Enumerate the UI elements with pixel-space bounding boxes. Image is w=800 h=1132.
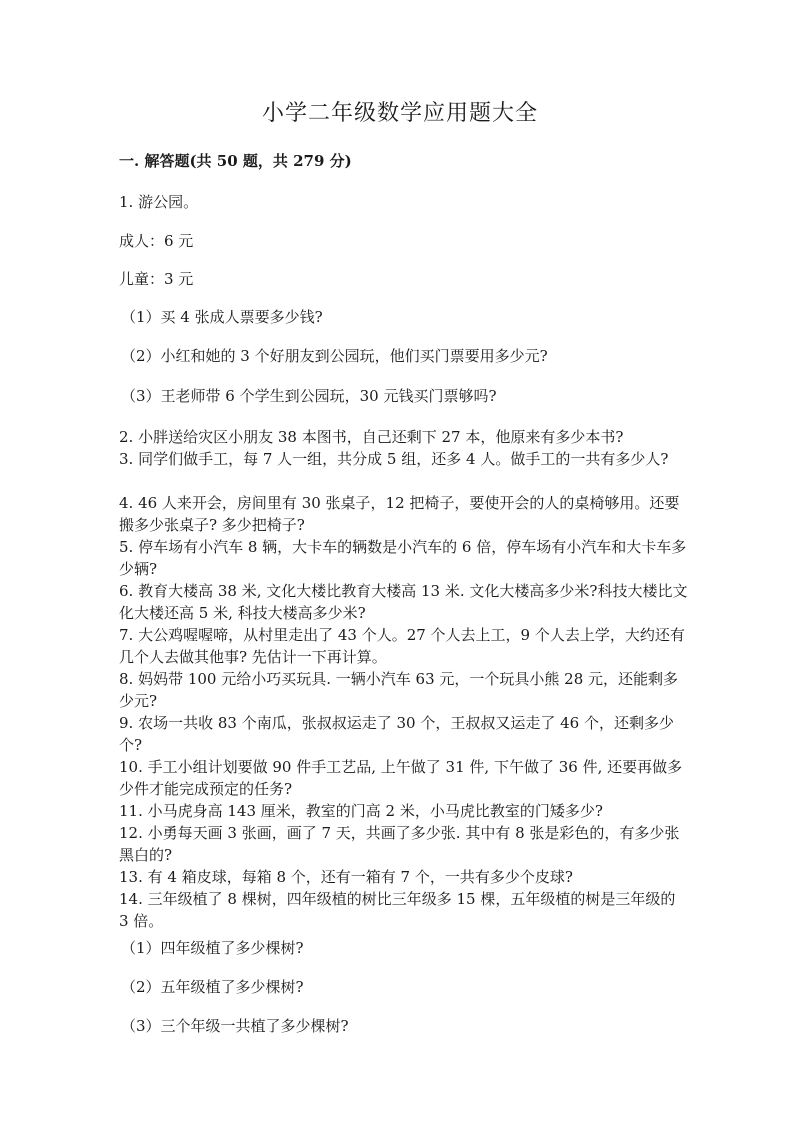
question-6: 6. 教育大楼高 38 米, 文化大楼比教育大楼高 13 米. 文化大楼高多少米?科技大楼比文化大楼还高 5 米, 科技大楼高多少米? [119, 582, 688, 622]
question-2: 2. 小胖送给灾区小朋友 38 本图书，自己还剩下 27 本，他原来有多少本书? [119, 428, 624, 446]
question-3: 3. 同学们做手工，每 7 人一组，共分成 5 组，还多 4 人。做手工的一共有多少人? [119, 450, 669, 468]
question-1-intro: 1. 游公园。 [119, 193, 199, 211]
question-1-sub-1: （1）买 4 张成人票要多少钱? [121, 308, 323, 326]
section-heading: 一. 解答题(共 50 题，共 279 分) [119, 152, 352, 170]
question-14-sub-1: （1）四年级植了多少棵树? [121, 939, 304, 957]
page-title: 小学二年级数学应用题大全 [261, 101, 538, 126]
question-14-sub-3: （3）三个年级一共植了多少棵树? [121, 1017, 349, 1035]
question-12: 12. 小勇每天画 3 张画，画了 7 天，共画了多少张. 其中有 8 张是彩色的，有多少张黑白的? [119, 824, 680, 864]
question-13: 13. 有 4 箱皮球，每箱 8 个，还有一箱有 7 个，一共有多少个皮球? [119, 868, 573, 886]
question-8: 8. 妈妈带 100 元给小巧买玩具. 一辆小汽车 63 元，一个玩具小熊 28 元，还能剩多少元? [119, 670, 679, 710]
question-1-sub-2: （2）小红和她的 3 个好朋友到公园玩，他们买门票要用多少元? [121, 347, 548, 365]
question-10: 10. 手工小组计划要做 90 件手工艺品, 上午做了 31 件, 下午做了 36 件, 还要再做多少件才能完成预定的任务? [119, 758, 683, 798]
price-adult: 成人：6 元 [119, 232, 194, 250]
question-1-sub-3: （3）王老师带 6 个学生到公园玩，30 元钱买门票够吗? [121, 387, 497, 405]
question-14-sub-2: （2）五年级植了多少棵树? [121, 978, 304, 996]
question-11: 11. 小马虎身高 143 厘米，教室的门高 2 米，小马虎比教室的门矮多少? [119, 802, 603, 820]
question-9: 9. 农场一共收 83 个南瓜，张叔叔运走了 30 个，王叔叔又运走了 46 个，还剩多少个? [119, 714, 674, 754]
question-14: 14. 三年级植了 8 棵树，四年级植的树比三年级多 15 棵，五年级植的树是三年级的 3 倍。 [119, 890, 676, 930]
price-child: 儿童：3 元 [119, 270, 194, 288]
question-4: 4. 46 人来开会，房间里有 30 张桌子，12 把椅子，要使开会的人的桌椅够用。还要搬多少张桌子? 多少把椅子? [119, 494, 680, 534]
question-5: 5. 停车场有小汽车 8 辆，大卡车的辆数是小汽车的 6 倍，停车场有小汽车和大卡车多少辆? [119, 538, 687, 578]
question-7: 7. 大公鸡喔喔啼，从村里走出了 43 个人。27 个人去上工，9 个人去上学，大约还有几个人去做其他事? 先估计一下再计算。 [119, 626, 685, 666]
